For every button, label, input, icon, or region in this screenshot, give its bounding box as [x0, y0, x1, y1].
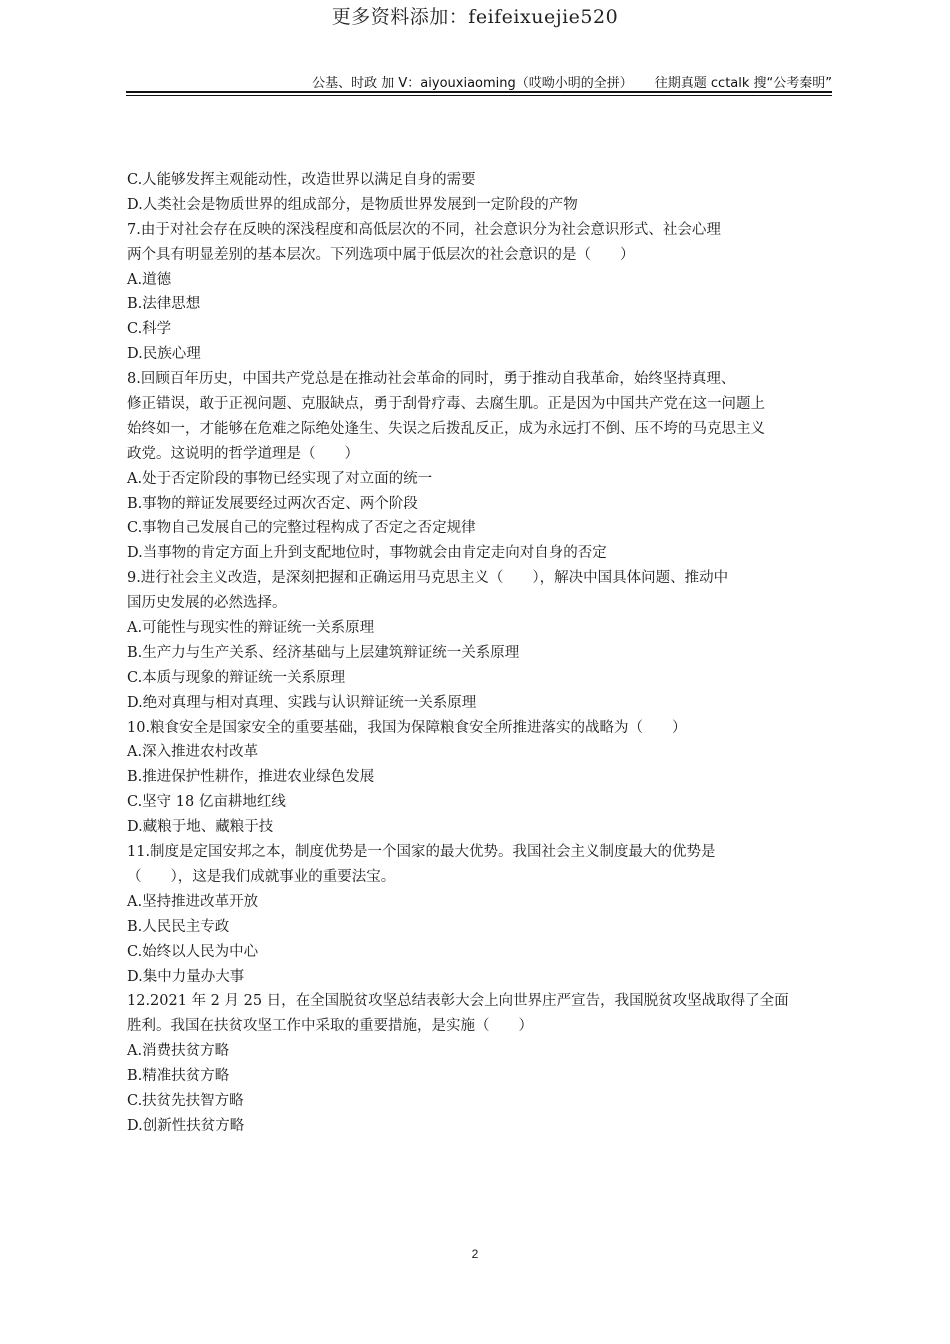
text-line: C.科学 [127, 321, 172, 338]
text-line: 政党。这说明的哲学道理是（ ） [127, 445, 359, 462]
text-line: A.消费扶贫方略 [127, 1043, 230, 1060]
text-line: 两个具有明显差别的基本层次。下列选项中属于低层次的社会意识的是（ ） [127, 246, 635, 263]
text-line: 11.制度是定国安邦之本，制度优势是一个国家的最大优势。我国社会主义制度最大的优势是 [127, 844, 716, 861]
text-line: A.深入推进农村改革 [127, 744, 259, 761]
text-line: A.道德 [127, 271, 172, 288]
text-line: C.扶贫先扶智方略 [127, 1092, 244, 1109]
text-line: B.法律思想 [127, 296, 201, 313]
header-rule-thick [126, 91, 832, 93]
text-line: 国历史发展的必然选择。 [127, 595, 287, 612]
text-line: D.集中力量办大事 [127, 968, 245, 985]
text-line: 8.回顾百年历史，中国共产党总是在推动社会革命的同时，勇于推动自我革命，始终坚持真理、 [127, 371, 736, 388]
text-line: B.事物的辩证发展要经过两次否定、两个阶段 [127, 495, 418, 512]
header-right: 往期真题 cctalk 搜“公考秦明” [654, 76, 832, 91]
text-line: B.生产力与生产关系、经济基础与上层建筑辩证统一关系原理 [127, 644, 520, 661]
text-line: （ ），这是我们成就事业的重要法宝。 [127, 868, 396, 885]
page-number: 2 [471, 1247, 479, 1261]
text-line: B.推进保护性耕作，推进农业绿色发展 [127, 769, 375, 786]
header-left: 公基、时政 加 V：aiyouxiaoming（哎呦小明的全拼） [312, 76, 633, 91]
text-line: C.坚守 18 亿亩耕地红线 [127, 794, 286, 811]
text-line: A.坚持推进改革开放 [127, 893, 259, 910]
text-line: C.本质与现象的辩证统一关系原理 [127, 669, 346, 686]
question-body [127, 168, 835, 1139]
text-line: 7.由于对社会存在反映的深浅程度和高低层次的不同，社会意识分为社会意识形式、社会心理 [127, 221, 721, 238]
text-line: D.创新性扶贫方略 [127, 1117, 245, 1134]
text-line: 胜利。我国在扶贫攻坚工作中采取的重要措施，是实施（ ） [127, 1018, 533, 1035]
text-line: C.人能够发挥主观能动性，改造世界以满足自身的需要 [127, 172, 476, 188]
text-line: 始终如一，才能够在危难之际绝处逢生、失误之后拨乱反正，成为永远打不倒、压不垮的马克思主义 [127, 420, 765, 437]
text-line: C.始终以人民为中心 [127, 943, 259, 960]
text-line: D.当事物的肯定方面上升到支配地位时，事物就会由肯定走向对自身的否定 [127, 545, 607, 562]
text-line: D.绝对真理与相对真理、实践与认识辩证统一关系原理 [127, 694, 477, 711]
text-line: A.处于否定阶段的事物已经实现了对立面的统一 [127, 470, 433, 487]
text-line: 10.粮食安全是国家安全的重要基础，我国为保障粮食安全所推进落实的战略为（ ） [127, 719, 687, 736]
text-line: C.事物自己发展自己的完整过程构成了否定之否定规律 [127, 520, 476, 537]
text-line: 12.2021 年 2 月 25 日，在全国脱贫攻坚总结表彰大会上向世界庄严宣告，我国脱贫攻坚战取得了全面 [127, 993, 789, 1010]
text-line: D.藏粮于地、藏粮于技 [127, 819, 274, 836]
text-line: 修正错误，敢于正视问题、克服缺点，勇于刮骨疗毒、去腐生肌。正是因为中国共产党在这一问题上 [127, 396, 765, 413]
text-line: 9.进行社会主义改造，是深刻把握和正确运用马克思主义（ ），解决中国具体问题、推动中 [127, 570, 729, 587]
top-banner: 更多资料添加：feifeixuejie520 [331, 6, 619, 28]
text-line: D.人类社会是物质世界的组成部分，是物质世界发展到一定阶段的产物 [127, 196, 578, 213]
header-rule-thin [126, 95, 832, 96]
text-line: D.民族心理 [127, 346, 201, 363]
text-line: A.可能性与现实性的辩证统一关系原理 [127, 620, 375, 637]
text-line: B.人民民主专政 [127, 918, 230, 935]
text-line: B.精准扶贫方略 [127, 1068, 230, 1085]
page-header [312, 72, 832, 91]
